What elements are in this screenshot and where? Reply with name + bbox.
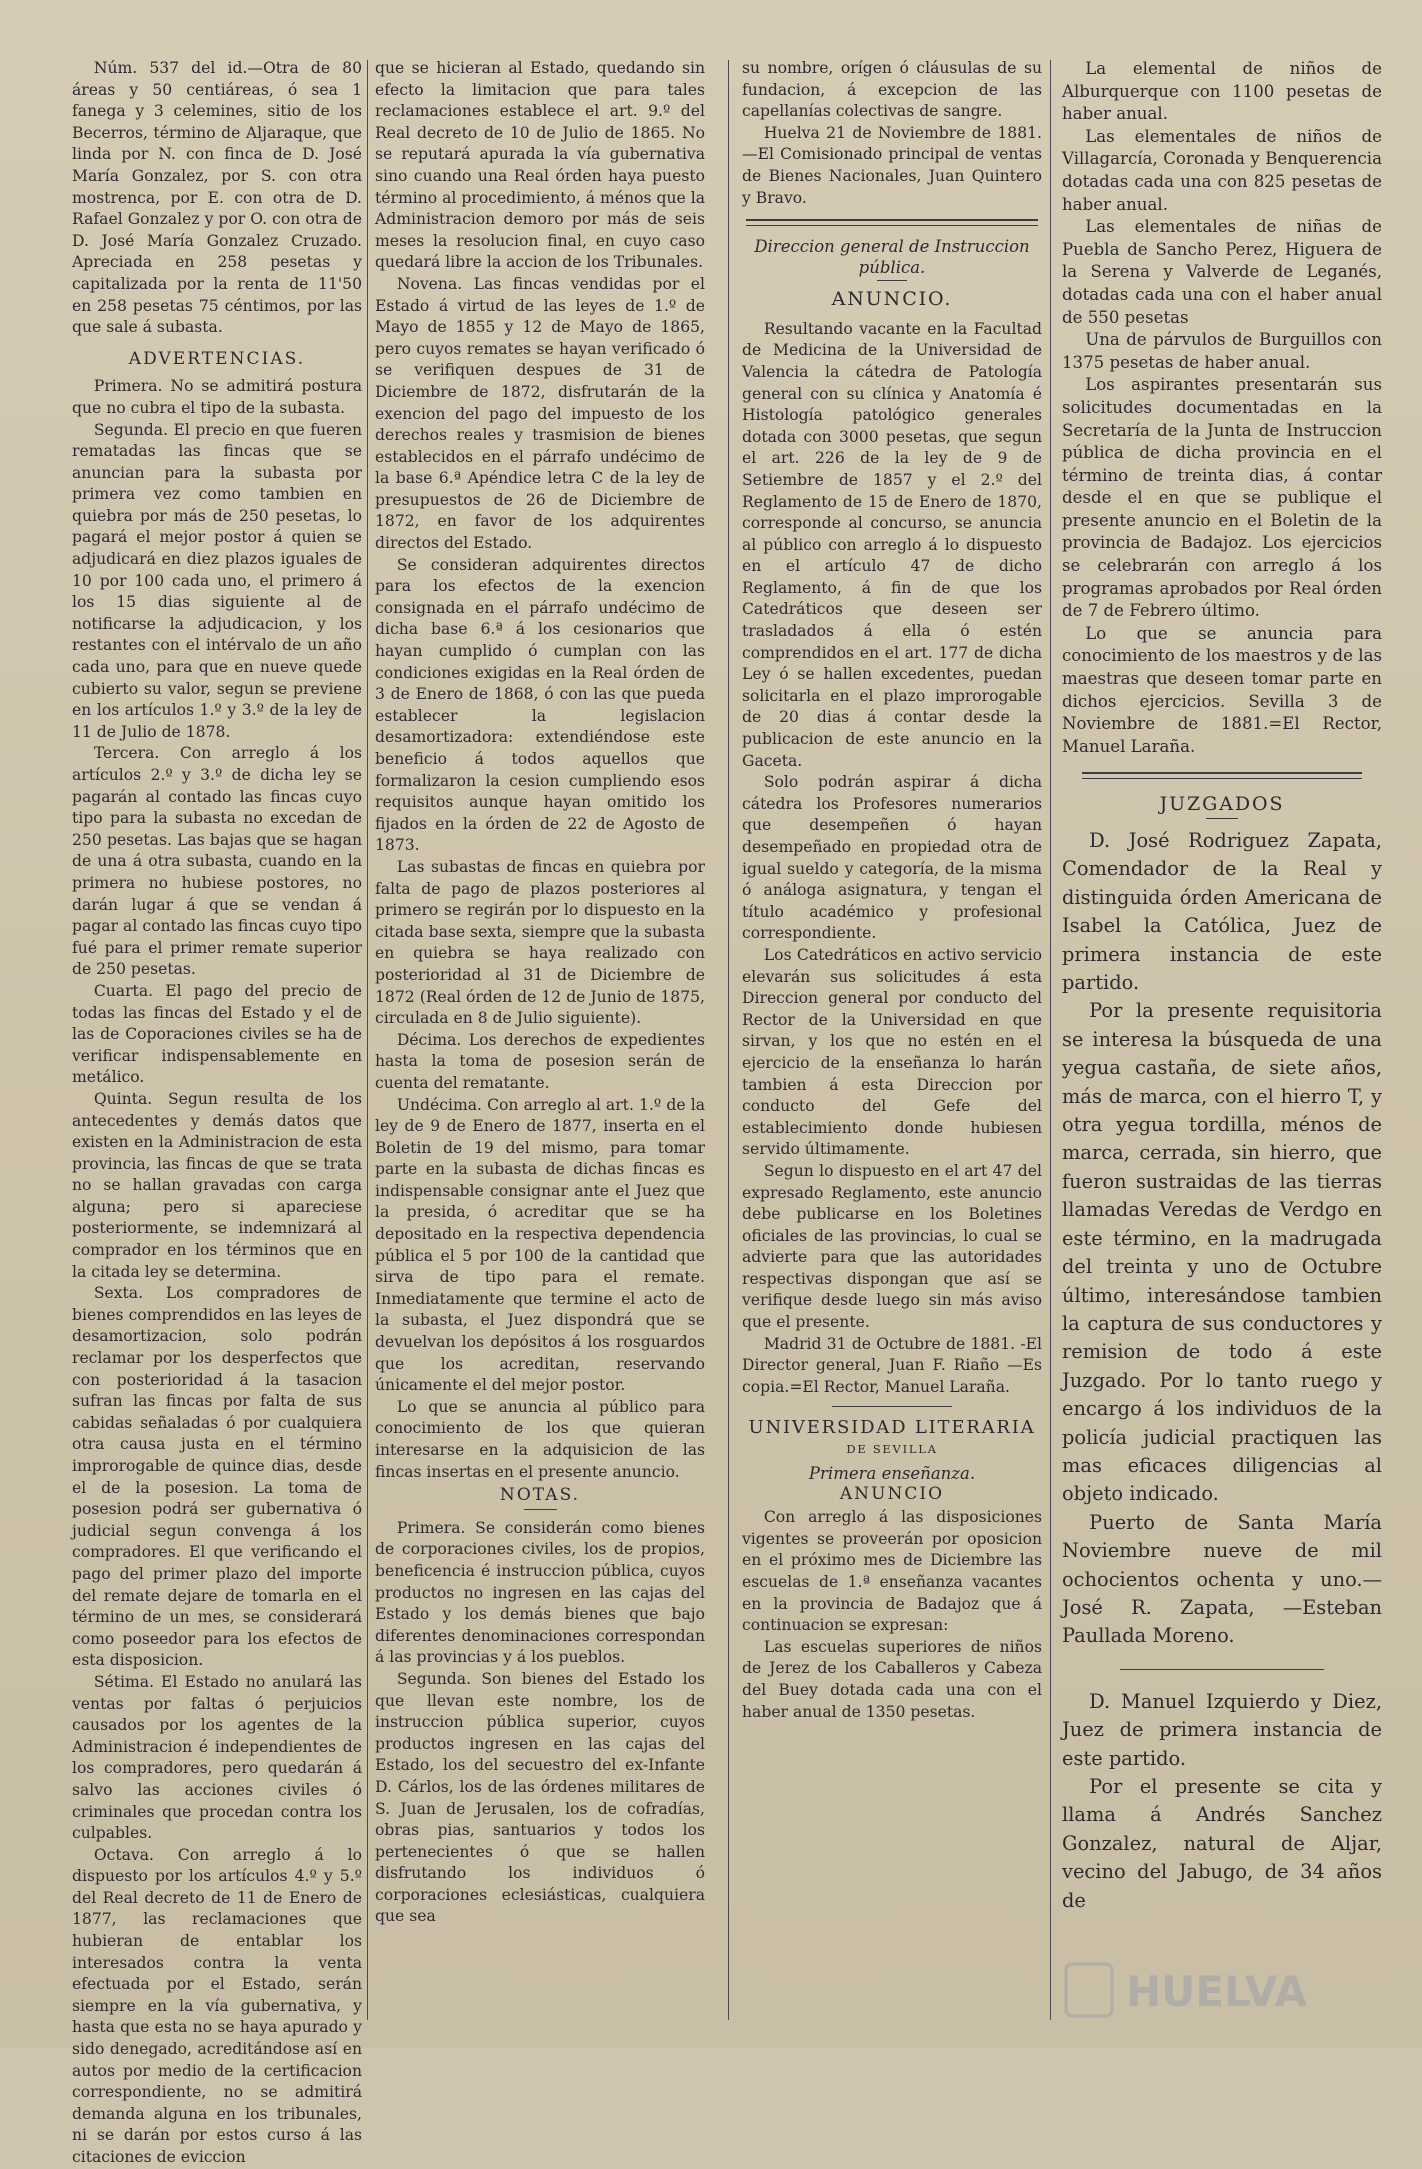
paragraph: Lo que se anuncia al público para conocimiento de los que quieran interesarse en la adquisicion de las fincas insertas en el presente anuncio. [375,1397,705,1481]
paragraph: Undécima. Con arreglo al art. 1.º de la ley de 9 de Enero de 1877, inserta en el Boletin de 19 del mismo, para tomar parte en la subasta de dichas fincas es indispensable consignar ante el Juez que la presida, ó acreditar que se ha depositado en la respectiva dependencia pública el 5 por 100 de la cantidad que sirva de tipo para el remate. Inmediatamente que termine el acto de la subasta, el Juez dispondrá que se devuelvan los depósitos á los rosguardos que los acreditan, reservando únicamente el del mejor postor. [375,1095,705,1395]
section-heading: ANUNCIO [839,1483,945,1504]
section-heading: NOTAS. [499,1485,581,1506]
paragraph: D. Manuel Izquierdo y Diez, Juez de primera instancia de este partido. [1062,1689,1382,1770]
paragraph: Los aspirantes presentarán sus solicitudes documentadas en la Secretaría de la Junta de Instruccion pública de dicha provincia en el término de treinta dias, á contar desde el en que se publique el presente anuncio en el Boletin de la provincia de Badajoz. Los ejercicios se celebrarán con arreglo á los programas aprobados por Real órden de 7 de Febrero último. [1062,375,1382,621]
paragraph: Cuarta. El pago del precio de todas las fincas del Estado y el de las de Coporaciones civiles se ha de verificar indispensablemente en metálico. [72,981,362,1087]
paragraph: Las subastas de fincas en quiebra por falta de pago de plazos posteriores al primero se regirán por lo dispuesto en la citada base sexta, siempre que la subasta en quiebra se haya realizado con posterioridad al 31 de Diciembre de 1872 (Real órden de 12 de Junio de 1875, circulada en 8 de Julio siguiente). [375,857,705,1028]
paragraph: Se consideran adquirentes directos para los efectos de la exencion consignada en el párrafo undécimo de dicha base 6.ª á los cesionarios que hayan cumplido ó cumplan con las condiciones exigidas en la Real órden de 3 de Enero de 1868, ó con las que pueda establecer la legislacion desamortizadora: extendiéndose este beneficio á todos aquellos que formalizaron la cesion cumpliendo esos requisitos aunque hayan omitido los fijados en la órden de 22 de Agosto de 1873. [375,555,705,855]
double-divider [1082,772,1362,779]
paragraph: Novena. Las fincas vendidas por el Estado á virtud de las leyes de 1.º de Mayo de 1855 y 12 de Mayo de 1865, pero cuyos remates se hayan verificado ó se verifiquen despues de 31 de Diciembre de 1872, disfrutarán de la exencion del pago del impuesto de los derechos reales y trasmision de bienes establecidos en el párrafo undécimo de la base 6.ª Apéndice letra C de la ley de presupuestos de 26 de Diciembre de 1872, en favor de los adquirentes directos del Estado. [375,274,705,553]
paragraph: Octava. Con arreglo á lo dispuesto por los artículos 4.º y 5.º del Real decreto de 11 de Enero de 1877, las reclamaciones que hubieran de entablar los interesados contra la venta efectuada por el Estado, serán siempre en la vía gubernativa, y hasta que esta no se haya apurado y sido denegado, acreditándose así en autos por medio de la certificacion correspondiente, no se admitirá demanda alguna en los tribunales, ni se darán por estos curso á las citaciones de eviccion [72,1845,362,2166]
paragraph: Por el presente se cita y llama á Andrés Sanchez Gonzalez, natural de Aljar, vecino del Jabugo, de 34 años de [1062,1775,1382,1912]
paragraph: Por la presente requisitoria se interesa la búsqueda de una yegua castaña, de siete años, más de marca, con el hierro T, y otra yegua tordilla, ménos de marca, cerrada, sin hierro, que fueron sustraidas de las tierras llamadas Veredas de Verdgo en este término, en la madrugada del treinta y uno de Octubre último, interesándose tambien la captura de sus conductores y remision de todo á este Juzgado. Por lo tanto ruego y encargo á los individuos de la policía judicial practiquen las mas eficaces diligencias al objeto indicado. [1062,999,1382,1506]
paragraph: Resultando vacante en la Facultad de Medicina de la Universidad de Valencia la cátedra de Patología general con su clínica y Anatomía é Histología patológico generales dotada con 3000 pesetas, que segun el art. 226 de la ley de 9 de Setiembre de 1857 y el 2.º del Reglamento de 15 de Enero de 1870, corresponde al concurso, se anuncia al público con arreglo á lo dispuesto en el artículo 47 de dicho Reglamento, á fin de que los Catedráticos que deseen ser trasladados á ella ó estén comprendidos en el art. 177 de dicha Ley ó se hallen excedentes, puedan solicitarla en el plazo improrogable de 20 dias á contar desde la publicacion de este anuncio en la Gaceta. [742,319,1042,770]
paragraph: Con arreglo á las disposiciones vigentes se proveerán por oposicion en el próximo mes de Diciembre las escuelas de 1.ª enseñanza vacantes en la provincia de Badajoz que á continuacion se expresan: [742,1508,1042,1635]
section-heading: JUZGADOS [1159,793,1285,816]
paragraph: Primera. Se considerán como bienes de corporaciones civiles, los de propios, beneficencia é instruccion pública, cuyos productos no ingresen en las cajas del Estado y los demás bienes que bajo diferentes denominaciones correspondan á las provincias y á los pueblos. [375,1518,705,1667]
column-3 [742,58,1042,2033]
divider [1120,1669,1325,1670]
section-heading: ANUNCIO. [831,288,953,311]
column-rule [1050,60,1051,2020]
divider [524,1509,557,1510]
paragraph: La elemental de niños de Alburquerque con 1100 pesetas de haber anual. [1062,59,1382,124]
paragraph: Las elementales de niñas de Puebla de Sancho Perez, Higuera de la Serena y Valverde de Leganés, dotadas cada una con el haber anual de 550 pesetas [1062,217,1382,327]
watermark-logo [1064,1958,1344,2020]
paragraph: Las escuelas superiores de niños de Jerez de los Caballeros y Cabeza del Buey dotada cada una con el haber anual de 1350 pesetas. [742,1637,1042,1721]
paragraph: Sexta. Los compradores de bienes comprendidos en las leyes de desamortizacion, solo podrán reclamar por los desperfectos que con posterioridad á la tasacion sufran las fincas por falta de sus cabidas señaladas ó por cualquiera otra causa justa en el término improrogable de quince dias, desde el de la posesion. La toma de posesion podrá ser gubernativa ó judicial segun convenga á los compradores. El que verificando el pago del primer plazo del importe del remate dejare de tomarla en el término de un mes, se considerará como poseedor para los efectos de esta disposicion. [72,1284,362,1670]
watermark-text: HUELVA [1126,1967,1308,2016]
paragraph: Segunda. El precio en que fueren rematadas las fincas que se anuncian para la subasta por primera vez como tambien en quiebra por más de 250 pesetas, lo pagará el mejor postor á quien se adjudicará en diez plazos iguales de 10 por 100 cada uno, el primero á los 15 dias siguiente al de notificarse la adjudicacion, y los restantes con el intérvalo de un año cada uno, para que en nueve quede cubierto su valor, segun se previene en los artículos 1.º y 3.º de la ley de 11 de Julio de 1878. [72,420,362,741]
column-2 [375,58,705,2033]
paragraph: Sétima. El Estado no anulará las ventas por faltas ó perjuicios causados por los agentes de la Administracion é independientes de los compradores, pero quedarán á salvo las acciones civiles ó criminales que procedan contra los culpables. [72,1672,362,1843]
paragraph: Núm. 537 del id.—Otra de 80 áreas y 50 centiáreas, ó sea 1 fanega y 3 celemines, sitio de los Becerros, término de Aljaraque, que linda por N. con finca de D. José María Gonzalez, por S. con otra mostrenca, por E. con otra de D. Rafael Gonzalez y por O. con otra de D. José María Gonzalez Cruzado. Apreciada en 258 pesetas y capitalizada por la renta de 11'50 en 258 pesetas 75 céntimos, por las que sale á subasta. [72,59,362,337]
paragraph: Lo que se anuncia para conocimiento de los maestros y de las maestras que deseen tomar parte en dichos ejercicios. Sevilla 3 de Noviembre de 1881.=El Rector, Manuel Laraña. [1062,623,1382,756]
crest-icon [1066,1964,1112,2016]
paragraph: Una de párvulos de Burguillos con 1375 pesetas de haber anual. [1062,330,1382,372]
double-divider [746,219,1038,226]
paragraph: D. José Rodriguez Zapata, Comendador de la Real y distinguida órden Americana de Isabel la Católica, Juez de primera instancia de este partido. [1062,829,1382,995]
paragraph: Décima. Los derechos de expedientes hasta la toma de posesion serán de cuenta del rematante. [375,1030,705,1092]
divider [832,1406,952,1407]
paragraph: Primera. No se admitirá postura que no cubra el tipo de la subasta. [72,377,362,417]
paragraph: que se hicieran al Estado, quedando sin efecto la limitacion que para tales reclamaciones establece el art. 9.º del Real decreto de 10 de Julio de 1865. No se reputará apurada la vía gubernativa sino cuando una Real órden haya puesto término al procedimiento, á ménos que la Administracion demoro por más de seis meses la resolucion final, en cuyo caso quedará libre la accion de los Tribunales. [375,59,705,272]
column-rule [367,60,368,2020]
section-heading: ADVERTENCIAS. [128,348,306,369]
column-4 [1062,58,1382,2033]
column-rule [728,60,729,2020]
paragraph: Los Catedráticos en activo servicio elevarán sus solicitudes á esta Direccion general por conducto del Rector de la Universidad en que sirvan, y los que no estén en el ejercicio de la enseñanza lo harán tambien á esta Direccion por conducto del Gefe del establecimiento donde hubiesen servido últimamente. [742,945,1042,1159]
paragraph: Las elementales de niños de Villagarcía, Coronada y Benquerencia dotadas cada una con 825 pesetas de haber anual. [1062,126,1382,214]
section-subheading: Primera enseñanza. [808,1463,976,1483]
paragraph: Puerto de Santa María Noviembre nueve de mil ochocientos ochenta y uno.—José R. Zapata, —Esteban Paullada Moreno. [1062,1510,1382,1648]
paragraph: Madrid 31 de Octubre de 1881. -El Director general, Juan F. Riaño —Es copia.=El Rector, Manuel Laraña. [742,1334,1042,1396]
paragraph: Huelva 21 de Noviembre de 1881.—El Comisionado principal de ventas de Bienes Nacionales, Juan Quintero y Bravo. [742,123,1042,207]
column-1 [72,58,362,2166]
paragraph: Tercera. Con arreglo á los artículos 2.º y 3.º de dicha ley se pagarán al contado las fincas cuyo tipo para la subasta no excedan de 250 pesetas. Las bajas que se hagan de una á otra subasta, cuando en la primera no hubiese postores, no darán lugar á que se vendan á pagar al contado las fincas cuyo tipo fué para el primer remate superior de 250 pesetas. [72,744,362,979]
section-heading: UNIVERSIDAD LITERARIA [748,1417,1036,1439]
section-subheading: Direccion general de Instruccion pública. [754,237,1030,278]
paragraph: su nombre, orígen ó cláusulas de su fundacion, á excepcion de las capellanías colectivas de sangre. [742,59,1042,121]
paragraph: Segunda. Son bienes del Estado los que llevan este nombre, los de instruccion pública superior, cuyos productos ingresen en las cajas del Estado, los del secuestro del ex-Infante D. Cárlos, los de las órdenes militares de S. Juan de Jerusalen, los de cofradías, obras pias, santuarios y todos los pertenecientes ó que se hallen disfrutando los individuos ó corporaciones eclesiásticas, cualquiera que sea [375,1669,705,1926]
paragraph: Solo podrán aspirar á dicha cátedra los Profesores numerarios que desempeñen ó hayan desempeñado en propiedad otra de igual sueldo y categoría, de la misma ó análoga asignatura, y tengan el título académico y profesional correspondiente. [742,773,1042,943]
divider [1206,818,1238,819]
paragraph: Segun lo dispuesto en el art 47 del expresado Reglamento, este anuncio debe publicarse en los Boletines oficiales de las provincias, lo cual se advierte para que las autoridades respectivas dispongan que así se verifique desde luego sin más aviso que el presente. [742,1161,1042,1332]
divider [877,280,907,281]
paragraph: Quinta. Segun resulta de los antecedentes y demás datos que existen en la Administracion de esta provincia, las fincas de que se trata no se hallan gravadas con carga alguna; pero si apareciese posteriormente, se indemnizará al comprador en los términos que en la citada ley se determina. [72,1089,362,1281]
section-subheading: DE SEVILLA [846,1442,938,1457]
